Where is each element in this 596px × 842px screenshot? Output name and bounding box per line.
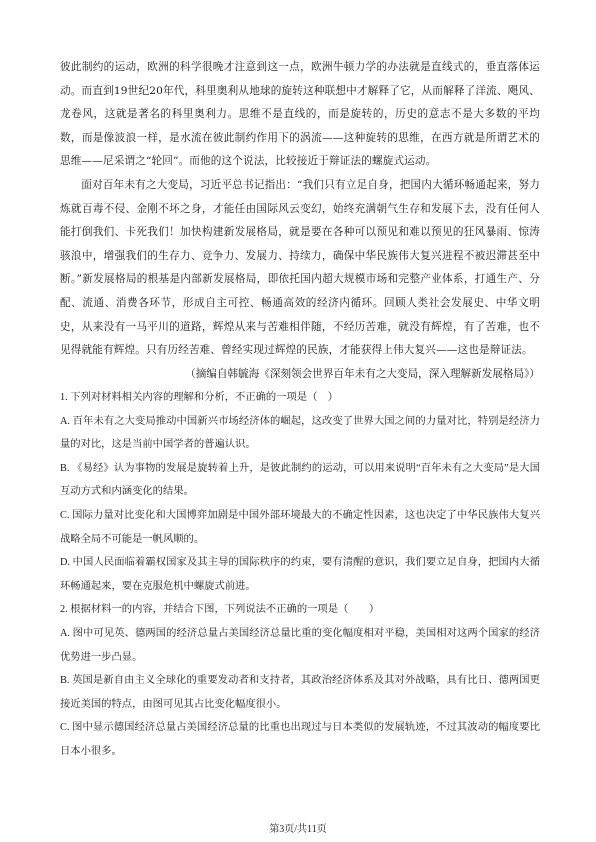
passage-body bbox=[60, 56, 540, 386]
question-1-option-c: C. 国际力量对比变化和大国博弈加剧是中国外部环境最大的不确定性因素，这也决定了中华民族伟大复兴战略全局不可能是一帆风顺的。 bbox=[60, 509, 540, 545]
page-number: 第3页/共11页 bbox=[269, 824, 327, 835]
question-1-stem: 1. 下列对材料相关内容的理解和分析，不正确的一项是（ ） bbox=[60, 392, 339, 403]
question-2-option-c: C. 图中显示德国经济总量占美国经济总量的比重也出现过与日本类似的发展轨迹，不过其波动的幅度要比日本小很多。 bbox=[60, 722, 540, 757]
question-1-option-b: B. 《易经》认为事物的发展是旋转着上升，是彼此制约的运动，可以用来说明“百年未有之大变局”是大国互动方式和内涵变化的结果。 bbox=[60, 462, 540, 498]
questions-section bbox=[60, 386, 540, 764]
question-1-option-d: D. 中国人民面临着霸权国家及其主导的国际秩序的约束，要有清醒的意识，我们要立足自身，把国内大循环畅通起来，要在克服危机中螺旋式前进。 bbox=[60, 557, 540, 592]
passage-paragraph-1: 彼此制约的运动，欧洲的科学很晚才注意到这一点，欧洲牛顿力学的办法就是直线式的，垂直落体运动。而直到19世纪20年代，科里奥利从地球的旋转这种联想中才解释了它，从而解释了洋流、飓风、龙卷风，这就是著名的科里奥利力。思维不是直线的，而是旋转的，历史的意志不是大多数的平均数，而是像波浪一样，是水流在彼此制约作用下的涡流——这种旋转的思维，在西方就是所谓艺术的思维——尼采谓之“轮回”。而他的这个说法，比较接近于辩证法的螺旋式运动。 bbox=[60, 61, 540, 168]
question-2-option-a: A. 图中可见英、德两国的经济总量占美国经济总量比重的变化幅度相对平稳，美国相对这两个国家的经济优势进一步凸显。 bbox=[60, 627, 540, 663]
question-2-stem: 2. 根据材料一的内容，并结合下图，下列说法不正确的一项是（ ） bbox=[60, 604, 380, 616]
question-1-option-a: A. 百年未有之大变局推动中国新兴市场经济体的崛起，这改变了世界大国之间的力量对比，特别是经济力量的对比，这是当前中国学者的普遍认识。 bbox=[60, 415, 540, 451]
question-2-option-b: B. 英国是新自由主义全球化的重要发动者和支持者，其政治经济体系及其对外战略，具有比日、德两国更接近美国的特点，由图可见其占比变化幅度很小。 bbox=[60, 675, 540, 710]
passage-source: （摘编自韩毓海《深刻领会世界百年未有之大变局，深入理解新发展格局》） bbox=[185, 367, 540, 380]
passage-paragraph-2: 面对百年未有之大变局，习近平总书记指出：“我们只有立足自身，把国内大循环畅通起来，努力炼就百毒不侵、金刚不坏之身，才能任由国际风云变幻，始终充满朝气生存和发展下去，没有任何人能打倒我们、卡死我们！加快构建新发展格局，就是要在各种可以预见和难以预见的狂风暴雨、惊涛骇浪中，增强我们的生存力、竞争力、发展力、持续力，确保中华民族伟大复兴进程不被迟滞甚至中断。”新发展格局的根基是内部新发展格局，即依托国内超大规模市场和完整产业体系，打通生产、分配、流通、消费各环节，形成自主可控、畅通高效的经济内循环。回顾人类社会发展史、中华文明史，从来没有一马平川的道路，辉煌从来与苦难相伴随，不经历苦难，就没有辉煌，有了苦难，也不见得就能有辉煌。只有历经苦难、曾经实现过辉煌的民族，才能获得上伟大复兴——这也是辩证法。 bbox=[60, 178, 540, 357]
